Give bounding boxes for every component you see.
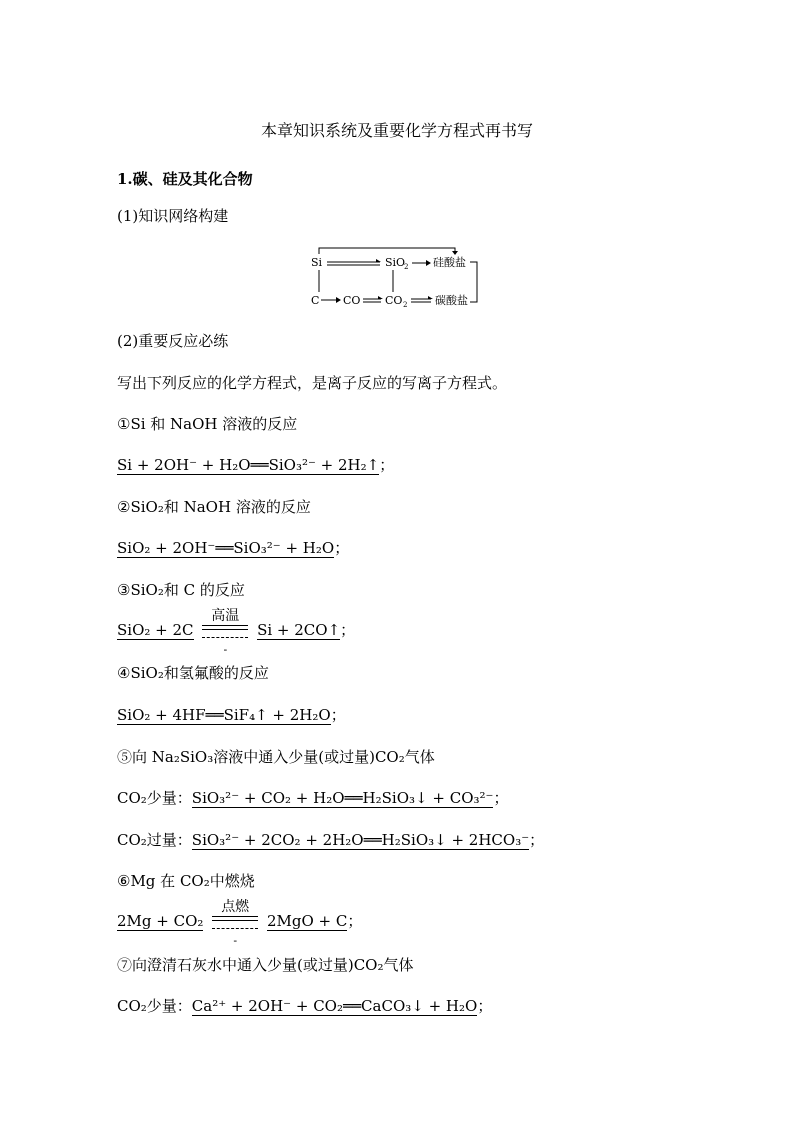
node-co: CO [343,294,361,307]
instruction-text: 写出下列反应的化学方程式，是离子反应的写离子方程式。 [117,374,508,392]
equation-4: SiO₂ + 4HF══SiF₄↑ + 2H₂O； [117,706,346,724]
equation-5-more: CO₂过量：SiO₃²⁻ + 2CO₂ + 2H₂O══H₂SiO₃↓ + 2HCO₃⁻； [117,831,545,849]
node-si: Si [311,256,323,269]
equation-3: SiO₂ + 2C 高温 - Si + 2CO↑； [117,608,356,656]
reaction-heading-7: ⑦向澄清石灰水中通入少量(或过量)CO₂气体 [117,956,414,974]
equation-1: Si + 2OH⁻ + H₂O══SiO₃²⁻ + 2H₂↑； [117,456,395,474]
node-c: C [311,294,320,307]
reaction-heading-2: ②SiO₂和 NaOH 溶液的反应 [117,498,311,516]
subsection-heading: (1)知识网络构建 [117,207,229,225]
node-sio2: SiO [385,256,406,269]
reaction-heading-4: ④SiO₂和氢氟酸的反应 [117,664,269,682]
knowledge-network-diagram [305,242,495,312]
subsection-heading-2: (2)重要反应必练 [117,332,229,350]
svg-text:2: 2 [403,301,408,309]
reaction-heading-1: ①Si 和 NaOH 溶液的反应 [117,415,298,433]
svg-text:2: 2 [404,263,409,271]
page-title: 本章知识系统及重要化学方程式再书写 [260,121,533,140]
node-silicate: 硅酸盐 [433,256,466,269]
reaction-condition-high-temp: 高温 - [200,620,250,642]
equation-2: SiO₂ + 2OH⁻══SiO₃²⁻ + H₂O； [117,539,350,557]
node-carbonate: 碳酸盐 [435,294,468,307]
equation-5-less: CO₂少量：SiO₃²⁻ + CO₂ + H₂O══H₂SiO₃↓ + CO₃²⁻； [117,789,509,807]
reaction-heading-5: ⑤向 Na₂SiO₃溶液中通入少量(或过量)CO₂气体 [117,748,435,766]
equation-7-less: CO₂少量：Ca²⁺ + 2OH⁻ + CO₂══CaCO₃↓ + H₂O； [117,997,493,1015]
equation-6: 2Mg + CO₂ 点燃 - 2MgO + C； [117,899,363,947]
reaction-condition-ignite: 点燃 - [210,911,260,933]
section-heading: 1.碳、硅及其化合物 [117,170,253,188]
reaction-heading-3: ③SiO₂和 C 的反应 [117,581,245,599]
node-co2: CO [385,294,403,307]
reaction-heading-6: ⑥Mg 在 CO₂中燃烧 [117,872,255,890]
